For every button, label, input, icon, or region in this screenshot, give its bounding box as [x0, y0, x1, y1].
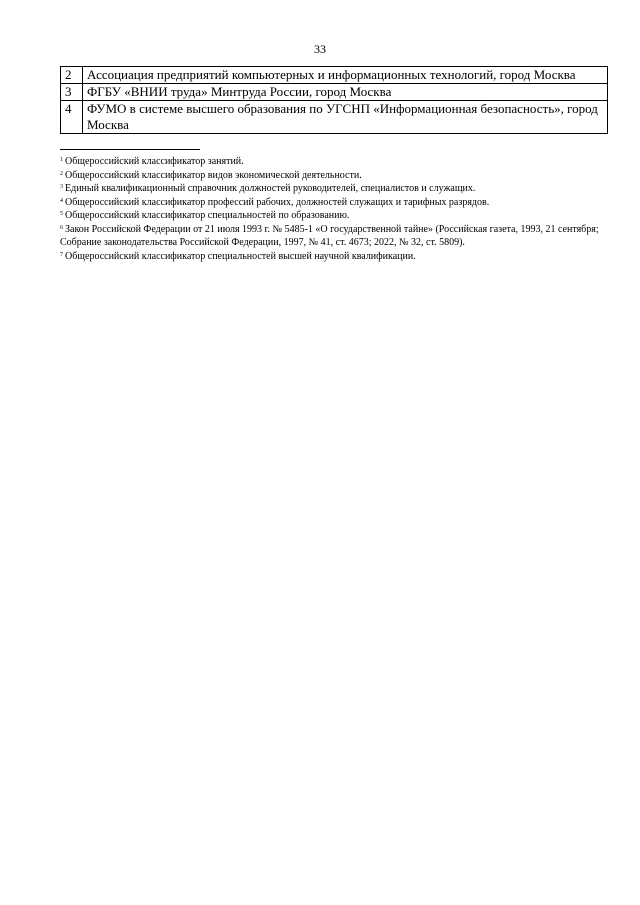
page-number: 33: [314, 42, 326, 56]
footnote-text: Общероссийский классификатор специальностей по образованию.: [65, 210, 350, 221]
footnote-5: [60, 209, 612, 223]
row-number: 2: [61, 67, 83, 84]
table-row: [61, 101, 608, 134]
footnote-text: Общероссийский классификатор специальностей высшей научной квалификации.: [65, 250, 416, 262]
footnote-mark: 5: [60, 211, 63, 217]
footnote-2: [60, 169, 612, 183]
footnote-mark: 3: [60, 184, 63, 190]
footnote-text: Закон Российской Федерации от 21 июля 1993 г. № 5485-1 «О государственной тайне» (Российская газета, 1993, 21 сентября; Собрание законодательства Российской Федерации, 1997, № 41, ст. 4673; 2022, № 32, ст. 5809).: [60, 223, 599, 248]
organization-name: ФГБУ «ВНИИ труда» Минтруда России, город Москва: [83, 84, 608, 101]
footnote-4: [60, 196, 612, 210]
footnote-3: [60, 182, 612, 196]
footnote-6: [60, 223, 612, 250]
row-number: 4: [61, 101, 83, 134]
row-number: 3: [61, 84, 83, 101]
footnote-text: Общероссийский классификатор занятий.: [65, 156, 244, 167]
footnote-mark: 1: [60, 157, 63, 163]
table-row: [61, 67, 608, 84]
footnote-mark: 6: [60, 224, 63, 231]
footnote-text: Общероссийский классификатор профессий рабочих, должностей служащих и тарифных разрядов.: [65, 196, 490, 208]
footnote-1: [60, 155, 612, 169]
footnote-text: Единый квалификационный справочник должностей руководителей, специалистов и служащих.: [65, 183, 476, 194]
footnote-separator: [60, 149, 200, 150]
organization-name: ФУМО в системе высшего образования по УГСНП «Информационная безопасность», город Москва: [83, 101, 608, 134]
footnote-7: [60, 250, 612, 264]
organizations-table: [60, 66, 608, 134]
footnote-text: Общероссийский классификатор видов экономической деятельности.: [65, 169, 362, 181]
footnote-mark: 2: [60, 170, 63, 177]
organization-name: Ассоциация предприятий компьютерных и информационных технологий, город Москва: [83, 67, 608, 84]
table-row: [61, 84, 608, 101]
footnote-mark: 4: [60, 197, 63, 204]
footnotes: [60, 155, 612, 263]
footnote-mark: 7: [60, 251, 63, 258]
